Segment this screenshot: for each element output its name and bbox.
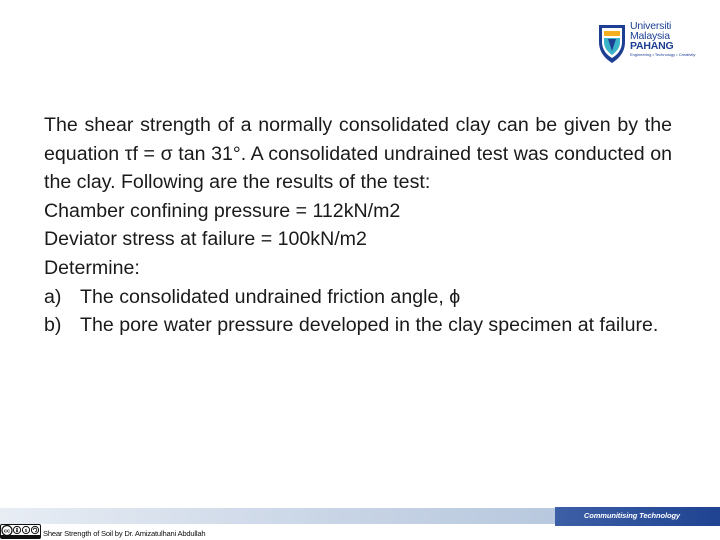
logo-tagline: Engineering • Technology • Creativity xyxy=(630,52,696,57)
question-a-text: The consolidated undrained friction angle, ϕ xyxy=(80,285,461,308)
problem-statement xyxy=(44,111,672,340)
logo-line-3: PAHANG xyxy=(630,40,674,52)
footer-bar-light xyxy=(0,508,555,524)
footer-tagline: Communitising Technology xyxy=(583,511,680,520)
svg-text:$: $ xyxy=(24,527,28,533)
cc-by-nc-sa-icon xyxy=(0,524,41,539)
university-logo xyxy=(598,20,696,66)
confining-pressure-line: Chamber confining pressure = 112kN/m2 xyxy=(44,199,401,222)
deviator-stress-line: Deviator stress at failure = 100kN/m2 xyxy=(44,228,367,251)
question-a xyxy=(44,283,672,312)
footer-credit: Shear Strength of Soil by Dr. Amizatulhani Abdullah xyxy=(43,529,206,538)
determine-heading: Determine: xyxy=(44,256,140,279)
question-b-text: The pore water pressure developed in the clay specimen at failure. xyxy=(80,314,659,337)
question-b-marker: b) xyxy=(44,314,62,337)
svg-text:cc: cc xyxy=(3,528,11,535)
intro-paragraph: The shear strength of a normally consolidated clay can be given by the equation τf = σ tan 31°. A consolidated undrained test was conducted on the clay. Following are the results of the test: xyxy=(44,114,672,194)
logo-line-1: Universiti xyxy=(630,20,672,32)
shield-logo-icon xyxy=(598,24,626,64)
logo-line-2: Malaysia xyxy=(630,30,670,42)
question-a-marker: a) xyxy=(44,285,62,308)
question-b xyxy=(44,311,672,340)
